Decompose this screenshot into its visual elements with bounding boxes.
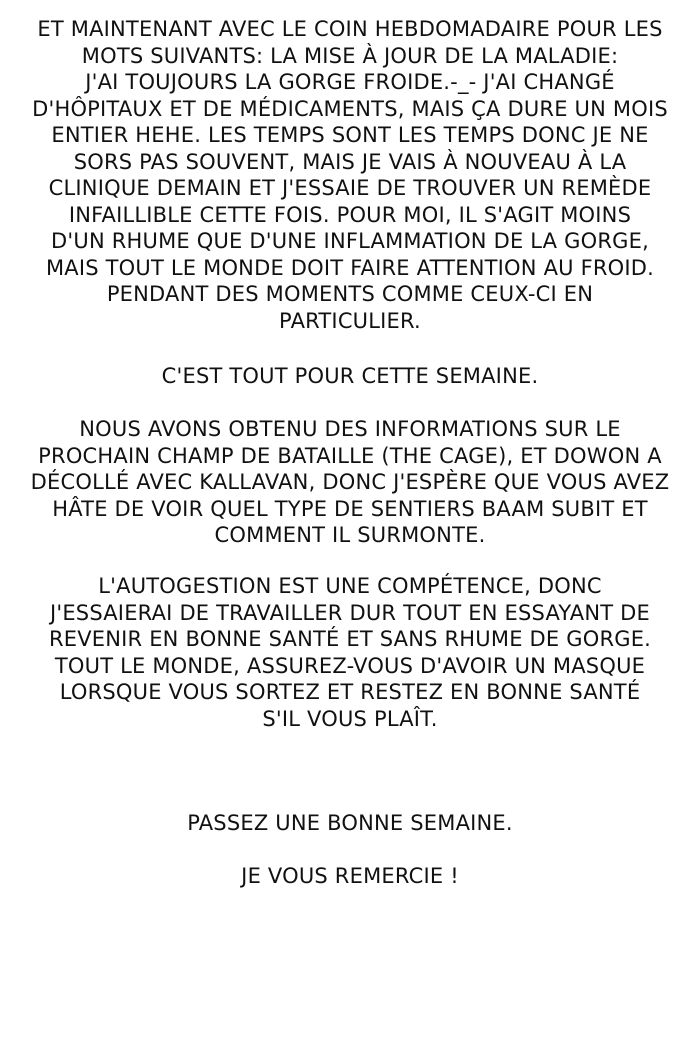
text-line: J'ESSAIERAI DE TRAVAILLER DUR TOUT EN ESSAYANT DE [49,600,651,625]
text-line: SORS PAS SOUVENT, MAIS JE VAIS À NOUVEAU À LA [73,149,627,174]
paragraph-good-week [20,810,680,837]
text-line: ENTIER HEHE. LES TEMPS SONT LES TEMPS DONC JE NE [51,123,649,147]
text-line: C'EST TOUT POUR CETTE SEMAINE. [161,364,539,388]
text-line: COMMENT IL SURMONTE. [214,523,486,547]
paragraph-thank-you [20,863,680,890]
text-line: ET MAINTENANT AVEC LE COIN HEBDOMADAIRE POUR LES [37,17,663,41]
text-line: LORSQUE VOUS SORTEZ ET RESTEZ EN BONNE SANTÉ [59,680,641,704]
text-line: JE VOUS REMERCIE ! [241,864,459,888]
paragraph-thats-all [20,363,680,390]
text-line: MOTS SUIVANTS: LA MISE À JOUR DE LA MALADIE: [81,43,619,68]
paragraph-next-battlefield [20,416,680,549]
text-line: DÉCOLLÉ AVEC KALLAVAN, DONC J'ESPÈRE QUE VOUS AVEZ [30,470,670,494]
text-line: HÂTE DE VOIR QUEL TYPE DE SENTIERS BAAM SUBIT ET [52,496,648,521]
paragraph-illness-update [20,16,680,334]
text-line: NOUS AVONS OBTENU DES INFORMATIONS SUR LE [79,417,621,441]
text-line: TOUT LE MONDE, ASSUREZ-VOUS D'AVOIR UN MASQUE [54,653,646,678]
text-line: CLINIQUE DEMAIN ET J'ESSAIE DE TROUVER UN REMÈDE [48,176,652,200]
text-line: PROCHAIN CHAMP DE BATAILLE (THE CAGE), ET DOWON A [38,443,662,468]
text-line: PASSEZ UNE BONNE SEMAINE. [187,811,513,835]
text-line: PENDANT DES MOMENTS COMME CEUX-CI EN [106,282,594,306]
text-line: L'AUTOGESTION EST UNE COMPÉTENCE, DONC [98,574,602,598]
text-line: MAIS TOUT LE MONDE DOIT FAIRE ATTENTION AU FROID. [45,255,655,280]
text-line: PARTICULIER. [279,308,421,333]
text-line: D'HÔPITAUX ET DE MÉDICAMENTS, MAIS ÇA DURE UN MOIS [32,96,668,121]
text-line: REVENIR EN BONNE SANTÉ ET SANS RHUME DE GORGE. [48,627,652,651]
paragraph-self-management [20,573,680,732]
text-line: D'UN RHUME QUE D'UNE INFLAMMATION DE LA GORGE, [51,229,649,253]
text-line: S'IL VOUS PLAÎT. [262,706,438,731]
text-line: J'AI TOUJOURS LA GORGE FROIDE.-_- J'AI CHANGÉ [85,70,615,94]
text-line: INFAILLIBLE CETTE FOIS. POUR MOI, IL S'AGIT MOINS [68,202,632,227]
